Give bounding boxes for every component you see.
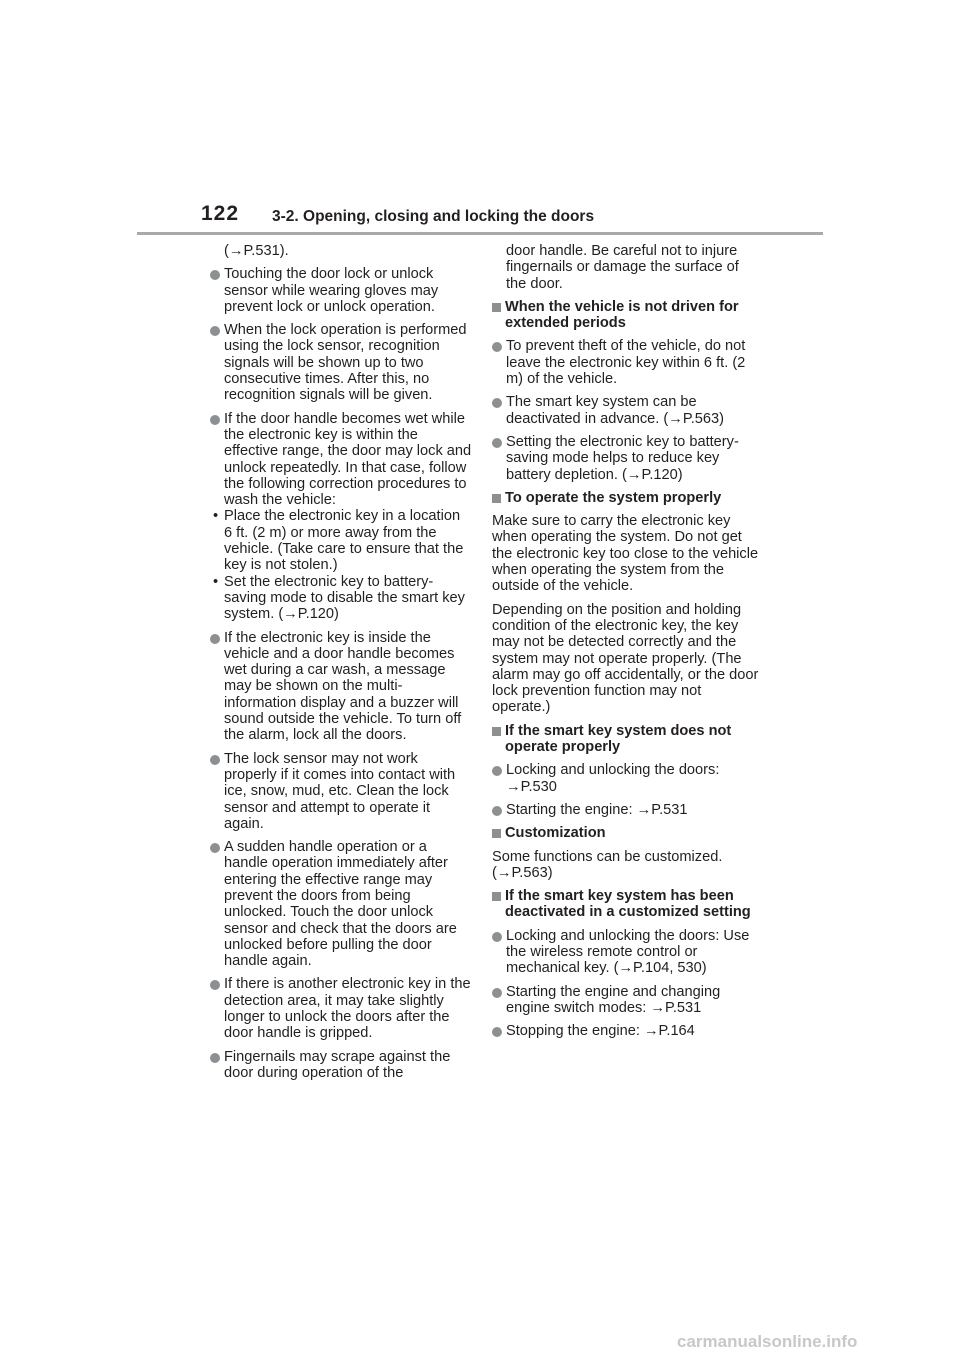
square-bullet-icon	[492, 829, 501, 838]
section-heading: When the vehicle is not driven for extended periods	[492, 299, 760, 332]
bullet-item: Fingernails may scrape against the door during operation of the	[210, 1049, 472, 1082]
square-bullet-icon	[492, 727, 501, 736]
bullet-dot-icon	[492, 932, 502, 942]
bullet-dot-icon	[210, 755, 220, 765]
header-rule	[137, 232, 823, 235]
page-number: 122	[201, 202, 240, 225]
bullet-dot-icon	[210, 270, 220, 280]
continuation-text: (→P.531).	[224, 243, 289, 259]
bullet-item: Locking and unlocking the doors: →P.530	[492, 762, 760, 795]
bullet-dot-icon	[492, 988, 502, 998]
bullet-item: Touching the door lock or unlock sensor while wearing gloves may prevent lock or unlock operation.	[210, 266, 472, 315]
section-heading: If the smart key system does not operate properly	[492, 723, 760, 756]
bullet-item: If there is another electronic key in the detection area, it may take slightly longer to unlock the doors after the door handle is gripped.	[210, 976, 472, 1041]
bullet-item: To prevent theft of the vehicle, do not leave the electronic key within 6 ft. (2 m) of the vehicle.	[492, 338, 760, 387]
bullet-item: When the lock operation is performed using the lock sensor, recognition signals will be shown up to two consecutive times. After this, no recognition signals will be given.	[210, 322, 472, 403]
bullet-item: Locking and unlocking the doors: Use the wireless remote control or mechanical key. (→P.104, 530)	[492, 928, 760, 977]
bullet-dot-icon	[492, 398, 502, 408]
bullet-dot-icon	[210, 980, 220, 990]
section-title: 3-2. Opening, closing and locking the doors	[272, 208, 595, 225]
bullet-item: Starting the engine: →P.531	[492, 802, 760, 818]
bullet-dot-icon	[210, 415, 220, 425]
section-heading: Customization	[492, 825, 760, 841]
bullet-dot-icon	[492, 342, 502, 352]
square-bullet-icon	[492, 494, 501, 503]
bullet-item: The lock sensor may not work properly if it comes into contact with ice, snow, mud, etc. Clean the lock sensor and attempt to operate it again.	[210, 751, 472, 832]
bullet-dot-icon	[492, 1027, 502, 1037]
sub-bullet-icon: •	[213, 573, 219, 590]
left-column	[210, 243, 472, 1088]
paragraph: Some functions can be customized. (→P.563)	[492, 848, 723, 881]
bullet-item: If the door handle becomes wet while the electronic key is within the effective range, the door may lock and unlock repeatedly. In that case, follow the following correction procedures to wash the vehicle: • Place the electronic key in a location 6 ft. (2 m) or more away from the vehicle. (Take care to ensure that the key is not stolen.) • Set the electronic key to battery-saving mode to disable the smart key system. (→P.120)	[210, 411, 472, 623]
paragraph: Depending on the position and holding condition of the electronic key, the key may not be detected correctly and the system may not operate properly. (The alarm may go off accidentally, or the door lock prevention function may not operate.)	[492, 601, 759, 716]
continuation-text: door handle. Be careful not to injure fingernails or damage the surface of the door.	[506, 243, 739, 292]
bullet-item: Starting the engine and changing engine switch modes: →P.531	[492, 984, 760, 1017]
square-bullet-icon	[492, 892, 501, 901]
sub-item: • Place the electronic key in a location 6 ft. (2 m) or more away from the vehicle. (Take care to ensure that the key is not stolen.)	[213, 508, 464, 574]
sub-bullet-icon: •	[213, 508, 219, 525]
bullet-item: Stopping the engine: →P.164	[492, 1023, 760, 1039]
section-heading: If the smart key system has been deactivated in a customized setting	[492, 888, 760, 921]
sub-item: • Set the electronic key to battery-saving mode to disable the smart key system. (→P.120)	[213, 573, 465, 623]
bullet-item: If the electronic key is inside the vehicle and a door handle becomes wet during a car wash, a message may be shown on the multi-information display and a buzzer will sound outside the vehicle. To turn off the alarm, lock all the doors.	[210, 630, 472, 744]
paragraph: Make sure to carry the electronic key when operating the system. Do not get the electronic key too close to the vehicle when operating the system from the outside of the vehicle.	[492, 513, 759, 595]
bullet-item: A sudden handle operation or a handle operation immediately after entering the effective range may prevent the doors from being unlocked. Touch the door unlock sensor and check that the doors are unlocked before pulling the door handle again.	[210, 839, 472, 969]
bullet-dot-icon	[210, 634, 220, 644]
bullet-dot-icon	[210, 1053, 220, 1063]
bullet-dot-icon	[492, 806, 502, 816]
bullet-dot-icon	[210, 326, 220, 336]
bullet-dot-icon	[210, 843, 220, 853]
bullet-item: The smart key system can be deactivated in advance. (→P.563)	[492, 394, 760, 427]
section-heading: To operate the system properly	[492, 490, 760, 506]
bullet-dot-icon	[492, 438, 502, 448]
bullet-dot-icon	[492, 766, 502, 776]
square-bullet-icon	[492, 303, 501, 312]
bullet-item: Setting the electronic key to battery-saving mode helps to reduce key battery depletion. (→P.120)	[492, 434, 760, 483]
right-column	[492, 243, 760, 1046]
watermark-link[interactable]: carmanualsonline.info	[677, 1332, 858, 1351]
